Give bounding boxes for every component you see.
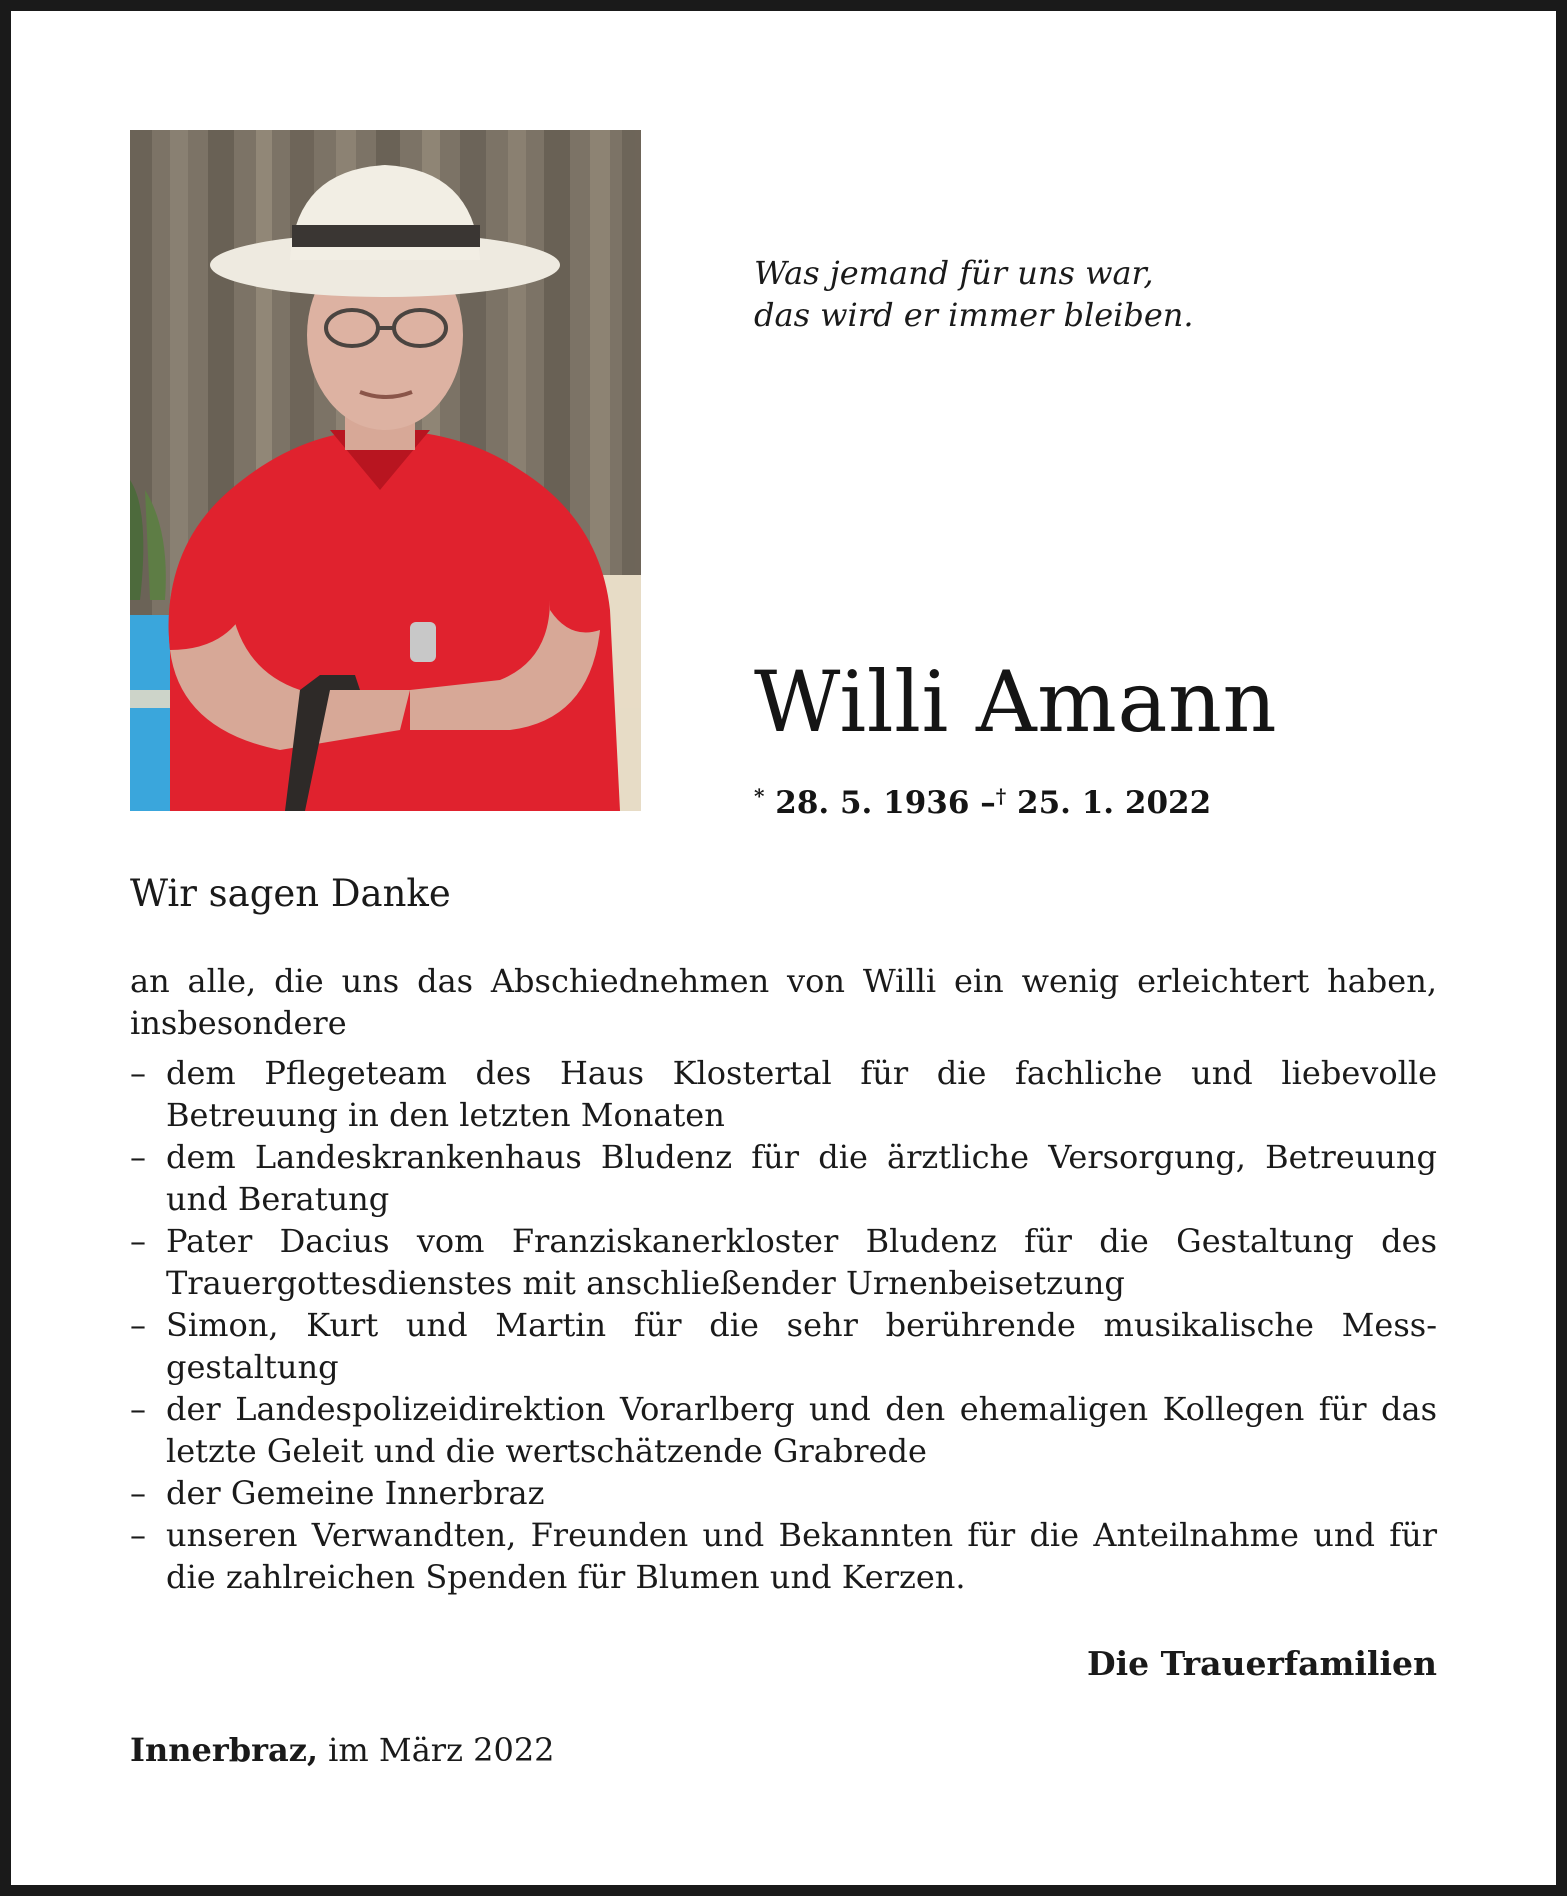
thanks-heading: Wir sagen Danke [130, 872, 451, 915]
quote-line-1: Was jemand für uns war, [754, 254, 1154, 292]
deceased-name: Willi Amann [754, 653, 1278, 751]
place-town: Innerbraz, [130, 1731, 318, 1769]
thanks-body [130, 960, 1437, 1598]
list-marker: – [130, 1054, 146, 1092]
list-item [130, 1304, 1437, 1388]
date-separator: – [980, 785, 996, 821]
list-item-text: dem Landeskrankenhaus Bludenz für die ärztliche Versorgung, Betreuung und Beratung [166, 1138, 1437, 1218]
list-marker: – [130, 1222, 146, 1260]
list-item-text: der Gemeine Innerbraz [166, 1474, 545, 1512]
place-date-text: im März 2022 [328, 1731, 555, 1769]
intro-paragraph: an alle, die uns das Abschiednehmen von Willi ein wenig erleichtert haben, insbesondere [130, 962, 1437, 1042]
portrait-photo [130, 130, 641, 811]
place-date [130, 1728, 555, 1772]
list-marker: – [130, 1306, 146, 1344]
list-item [130, 1136, 1437, 1220]
list-item [130, 1052, 1437, 1136]
list-item-text: Pater Dacius vom Franziskanerkloster Bludenz für die Gestaltung des Trauergottesdienstes mit anschließender Urnenbeisetzung [166, 1222, 1437, 1302]
list-item-text: unseren Verwandten, Freunden und Bekannten für die Anteilnahme und für die zahlreichen Spenden für Blumen und Kerzen. [166, 1516, 1437, 1596]
quote-line-2: das wird er immer bleiben. [754, 296, 1194, 334]
list-item-text: Simon, Kurt und Martin für die sehr berührende musikalische Messgestaltung [166, 1306, 1437, 1386]
quote [754, 252, 1354, 336]
portrait-photo-icon [130, 130, 641, 811]
list-marker: – [130, 1474, 146, 1512]
thanks-list [130, 1052, 1437, 1598]
death-symbol: † [995, 784, 1007, 808]
list-item [130, 1514, 1437, 1598]
list-item [130, 1388, 1437, 1472]
birth-symbol: * [754, 784, 765, 808]
list-item [130, 1472, 1437, 1514]
death-date: 25. 1. 2022 [1017, 785, 1212, 821]
list-item-text: dem Pflegeteam des Haus Klostertal für die fachliche und liebevolle Betreuung in den letzten Monaten [166, 1054, 1437, 1134]
birth-date: 28. 5. 1936 [775, 785, 970, 821]
life-dates [754, 776, 1211, 823]
signature: Die Trauerfamilien [1086, 1644, 1437, 1683]
list-marker: – [130, 1516, 146, 1554]
list-marker: – [130, 1138, 146, 1176]
list-marker: – [130, 1390, 146, 1428]
list-item [130, 1220, 1437, 1304]
list-item-text: der Landespolizeidirektion Vorarlberg und den ehemaligen Kollegen für das letzte Geleit und die wertschätzende Grabrede [166, 1390, 1437, 1470]
